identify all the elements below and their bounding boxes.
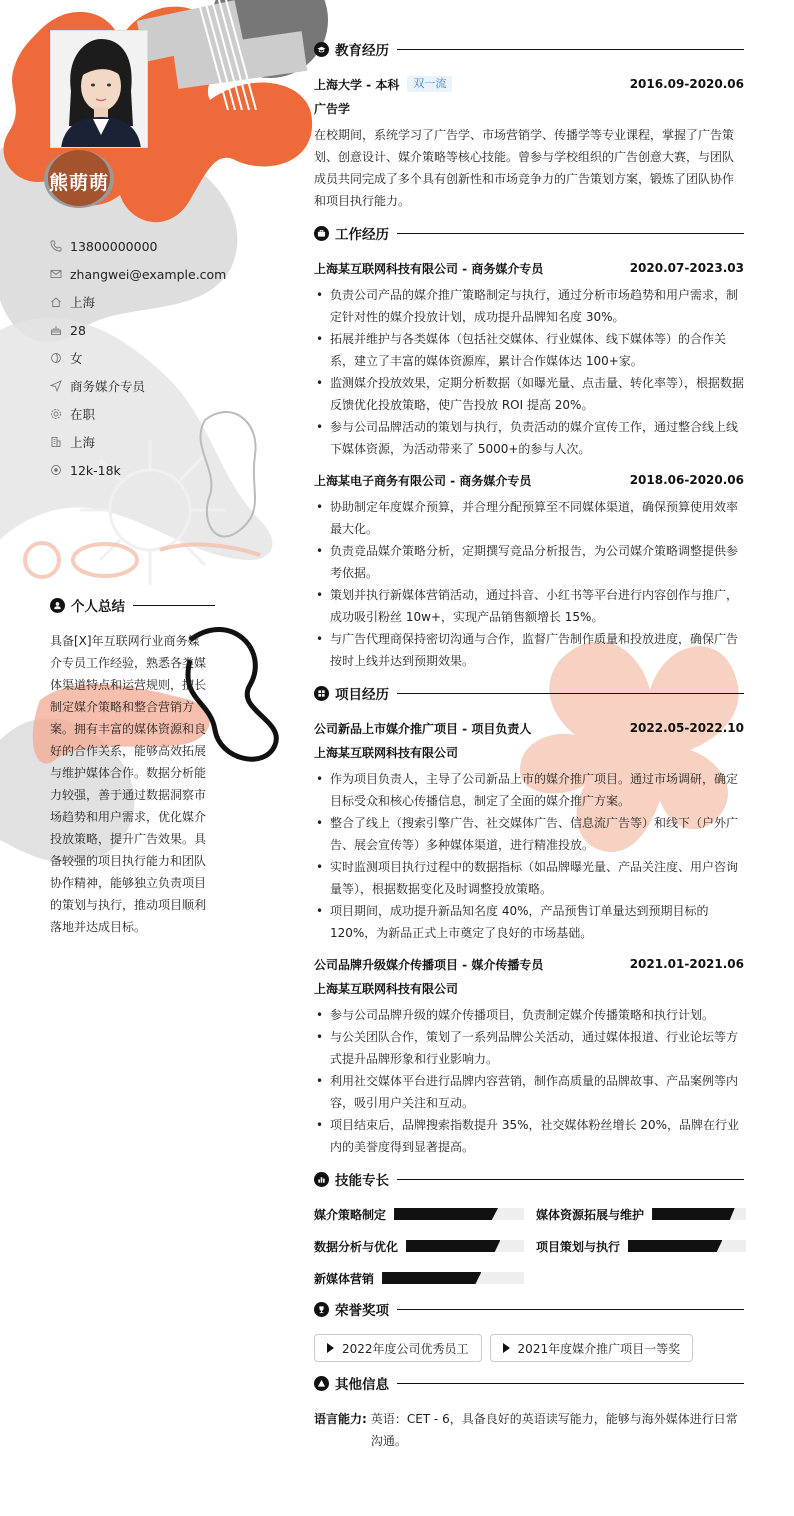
list-item: • 利用社交媒体平台进行品牌内容营销，制作高质量的品牌故事、产品案例等内容，吸引用户关注和互动。 (314, 1070, 744, 1114)
summary-title: 个人总结 (71, 599, 125, 615)
skill-label: 项目策划与执行 (536, 1239, 621, 1254)
skill-bar (628, 1240, 746, 1252)
awards-list (314, 1334, 744, 1362)
project-entry-header (314, 718, 744, 738)
skill-bar (652, 1208, 746, 1220)
work-entry-header (314, 258, 744, 278)
section-divider (397, 1179, 744, 1180)
info-row-age (50, 316, 260, 344)
language-row (314, 1408, 744, 1452)
project-org: 上海某互联网科技有限公司 (314, 982, 459, 996)
skills-section-header (314, 1168, 744, 1190)
school-name: 上海大学 - 本科 (314, 77, 400, 92)
skill-label: 新媒体营销 (314, 1271, 375, 1286)
award-label: 2022年度公司优秀员工 (342, 1341, 469, 1356)
education-entry-header (314, 74, 744, 94)
awards-title: 荣誉奖项 (335, 1303, 389, 1319)
info-status: 在职 (70, 407, 96, 422)
cake-icon (50, 324, 62, 336)
info-age: 28 (70, 322, 86, 338)
skills-section (314, 1168, 744, 1288)
skills-title: 技能专长 (335, 1173, 389, 1189)
avatar-illustration (51, 31, 148, 148)
award-chip (314, 1334, 482, 1362)
education-description: 在校期间，系统学习了广告学、市场营销学、传播学等专业课程，掌握了广告策划、创意设计、媒介策略等核心技能。曾参与学校组织的广告创意大赛，与团队成员共同完成了多个具有创新性和市场竞争力的广告策划方案，锻炼了团队协作和项目执行能力。 (314, 128, 735, 208)
info-row-salary (50, 456, 260, 484)
projects-section-header (314, 682, 744, 704)
profile-name: 熊萌萌 (49, 172, 110, 194)
skills-grid (314, 1204, 744, 1288)
skill-label: 媒体资源拓展与维护 (536, 1207, 645, 1222)
projects-section (314, 682, 744, 1158)
building-icon (50, 436, 62, 448)
work-entry (314, 258, 744, 460)
info-row-status (50, 400, 260, 428)
info-job: 商务媒介专员 (70, 379, 146, 394)
other-section-header (314, 1372, 744, 1394)
project-bullets (314, 1004, 744, 1158)
work-bullets (314, 284, 744, 460)
gear-icon (50, 408, 62, 420)
info-row-job (50, 372, 260, 400)
section-divider (133, 605, 215, 606)
other-section (314, 1372, 744, 1452)
education-entry (314, 74, 744, 212)
info-city: 上海 (70, 435, 96, 450)
info-row-gender (50, 344, 260, 372)
section-divider (397, 1309, 744, 1310)
grid-icon (314, 686, 329, 701)
list-item: • 负责竞品媒介策略分析，定期撰写竞品分析报告，为公司媒介策略调整提供参考依据。 (314, 540, 744, 584)
list-item: • 监测媒介投放效果，定期分析数据（如曝光量、点击量、转化率等），根据数据反馈优化投放策略，使广告投放 ROI 提高 20%。 (314, 372, 744, 416)
list-item: • 参与公司品牌升级的媒介传播项目，负责制定媒介传播策略和执行计划。 (314, 1004, 744, 1026)
play-icon (327, 1343, 334, 1353)
list-item: • 策划并执行新媒体营销活动，通过抖音、小红书等平台进行内容创作与推广，成功吸引粉丝 10w+，实现产品销售额增长 15%。 (314, 584, 744, 628)
skill-bar (394, 1208, 524, 1220)
section-divider (397, 49, 744, 50)
profile-photo (50, 30, 148, 148)
projects-title: 项目经历 (335, 687, 389, 703)
skill-label: 数据分析与优化 (314, 1239, 399, 1254)
project-name: 公司品牌升级媒介传播项目 - 媒介传播专员 (314, 957, 544, 972)
skill-level-fill (394, 1208, 498, 1220)
award-chip (490, 1334, 694, 1362)
skill-level-fill (628, 1240, 722, 1252)
info-email: zhangwei@example.com (70, 266, 227, 282)
skill-item (314, 1268, 524, 1288)
awards-section (314, 1298, 744, 1362)
language-text: 英语：CET - 6，具备良好的英语读写能力，能够与海外媒体进行日常沟通。 (370, 1412, 738, 1448)
education-title: 教育经历 (335, 43, 389, 59)
sidebar (0, 0, 290, 1516)
work-entry-header (314, 470, 744, 490)
education-section-header (314, 38, 744, 60)
info-phone: 13800000000 (70, 238, 158, 254)
home-icon (50, 296, 62, 308)
work-title: 工作经历 (335, 227, 389, 243)
list-item: • 项目期间，成功提升新品知名度 40%，产品预售订单量达到预期目标的 120%，为新品正式上市奠定了良好的市场基础。 (314, 900, 744, 944)
list-item: • 项目结束后，品牌搜索指数提升 35%，社交媒体粉丝增长 20%，品牌在行业内的美誉度得到显著提高。 (314, 1114, 744, 1158)
skill-bar (382, 1272, 524, 1284)
skill-bar (406, 1240, 524, 1252)
skill-label: 媒介策略制定 (314, 1207, 387, 1222)
info-icon (314, 1376, 329, 1391)
user-icon (50, 598, 65, 613)
award-label: 2021年度媒介推广项目一等奖 (517, 1341, 681, 1356)
info-row-home (50, 288, 260, 316)
send-icon (50, 380, 62, 392)
list-item: • 实时监测项目执行过程中的数据指标（如品牌曝光量、产品关注度、用户咨询量等），根据数据变化及时调整投放策略。 (314, 856, 744, 900)
gender-icon (50, 352, 62, 364)
section-divider (397, 233, 744, 234)
list-item: • 作为项目负责人，主导了公司新品上市的媒介推广项目。通过市场调研，确定目标受众和核心传播信息，制定了全面的媒介推广方案。 (314, 768, 744, 812)
graduation-cap-icon (314, 42, 329, 57)
info-row-city (50, 428, 260, 456)
list-item: • 协助制定年度媒介预算，并合理分配预算至不同媒体渠道，确保预算使用效率最大化。 (314, 496, 744, 540)
salary-icon (50, 464, 62, 476)
list-item: • 与公关团队合作，策划了一系列品牌公关活动，通过媒体报道、行业论坛等方式提升品牌形象和行业影响力。 (314, 1026, 744, 1070)
education-section (314, 38, 744, 212)
section-divider (397, 693, 744, 694)
info-location: 上海 (70, 295, 96, 310)
list-item: • 拓展并维护与各类媒体（包括社交媒体、行业媒体、线下媒体等）的合作关系，建立了丰富的媒体资源库，累计合作媒体达 100+家。 (314, 328, 744, 372)
list-item: • 与广告代理商保持密切沟通与合作，监督广告制作质量和投放进度，确保广告按时上线并达到预期效果。 (314, 628, 744, 672)
skill-item (536, 1236, 746, 1256)
project-entry (314, 718, 744, 944)
list-item: • 参与公司品牌活动的策划与执行，负责活动的媒介宣传工作，通过整合线上线下媒体资源，为活动带来了 5000+的参与人次。 (314, 416, 744, 460)
main-content (314, 38, 744, 1462)
work-date: 2018.06-2020.06 (629, 473, 744, 487)
work-section (314, 222, 744, 672)
skill-level-fill (406, 1240, 500, 1252)
play-icon (503, 1343, 510, 1353)
project-org: 上海某互联网科技有限公司 (314, 746, 459, 760)
bar-chart-icon (314, 1172, 329, 1187)
project-date: 2022.05-2022.10 (629, 721, 744, 735)
skill-item (536, 1204, 746, 1224)
work-section-header (314, 222, 744, 244)
info-row-email (50, 260, 260, 288)
project-date: 2021.01-2021.06 (629, 957, 744, 971)
skill-level-fill (652, 1208, 735, 1220)
work-bullets (314, 496, 744, 672)
awards-section-header (314, 1298, 744, 1320)
project-entry-header (314, 954, 744, 974)
info-row-phone (50, 232, 260, 260)
work-date: 2020.07-2023.03 (629, 261, 744, 275)
trophy-icon (314, 1302, 329, 1317)
info-gender: 女 (70, 351, 83, 366)
project-name: 公司新品上市媒介推广项目 - 项目负责人 (314, 721, 532, 736)
summary-text: 具备[X]年互联网行业商务媒介专员工作经验，熟悉各类媒体渠道特点和运营规则，擅长制定媒介策略和整合营销方案。拥有丰富的媒体资源和良好的合作关系，能够高效拓展与维护媒体合作。数据分析能力较强，善于通过数据洞察市场趋势和用户需求，优化媒介投放策略，提升广告效果。具备较强的项目执行能力和团队协作精神，能够独立负责项目的策划与执行，推动项目顺利落地并达成目标。 (50, 634, 207, 934)
section-divider (397, 1383, 744, 1384)
language-label: 语言能力: (314, 1412, 367, 1426)
work-company: 上海某电子商务有限公司 - 商务媒介专员 (314, 473, 532, 488)
work-company: 上海某互联网科技有限公司 - 商务媒介专员 (314, 261, 544, 276)
list-item: • 整合了线上（搜索引擎广告、社交媒体广告、信息流广告等）和线下（户外广告、展会宣传等）多种媒体渠道，进行精准投放。 (314, 812, 744, 856)
briefcase-icon (314, 226, 329, 241)
school-tag: 双一流 (407, 76, 452, 92)
info-salary: 12k-18k (70, 462, 121, 478)
education-major: 广告学 (314, 102, 351, 116)
phone-icon (50, 240, 62, 252)
work-entry (314, 470, 744, 672)
contact-info-list (50, 232, 260, 484)
email-icon (50, 268, 62, 280)
skill-item (314, 1236, 524, 1256)
list-item: • 负责公司产品的媒介推广策略制定与执行，通过分析市场趋势和用户需求，制定针对性的媒介投放计划，成功提升品牌知名度 30%。 (314, 284, 744, 328)
other-title: 其他信息 (335, 1377, 389, 1393)
skill-item (314, 1204, 524, 1224)
summary-section-header (50, 595, 215, 615)
education-date: 2016.09-2020.06 (629, 77, 744, 91)
project-bullets (314, 768, 744, 944)
skill-level-fill (382, 1272, 481, 1284)
project-entry (314, 954, 744, 1158)
